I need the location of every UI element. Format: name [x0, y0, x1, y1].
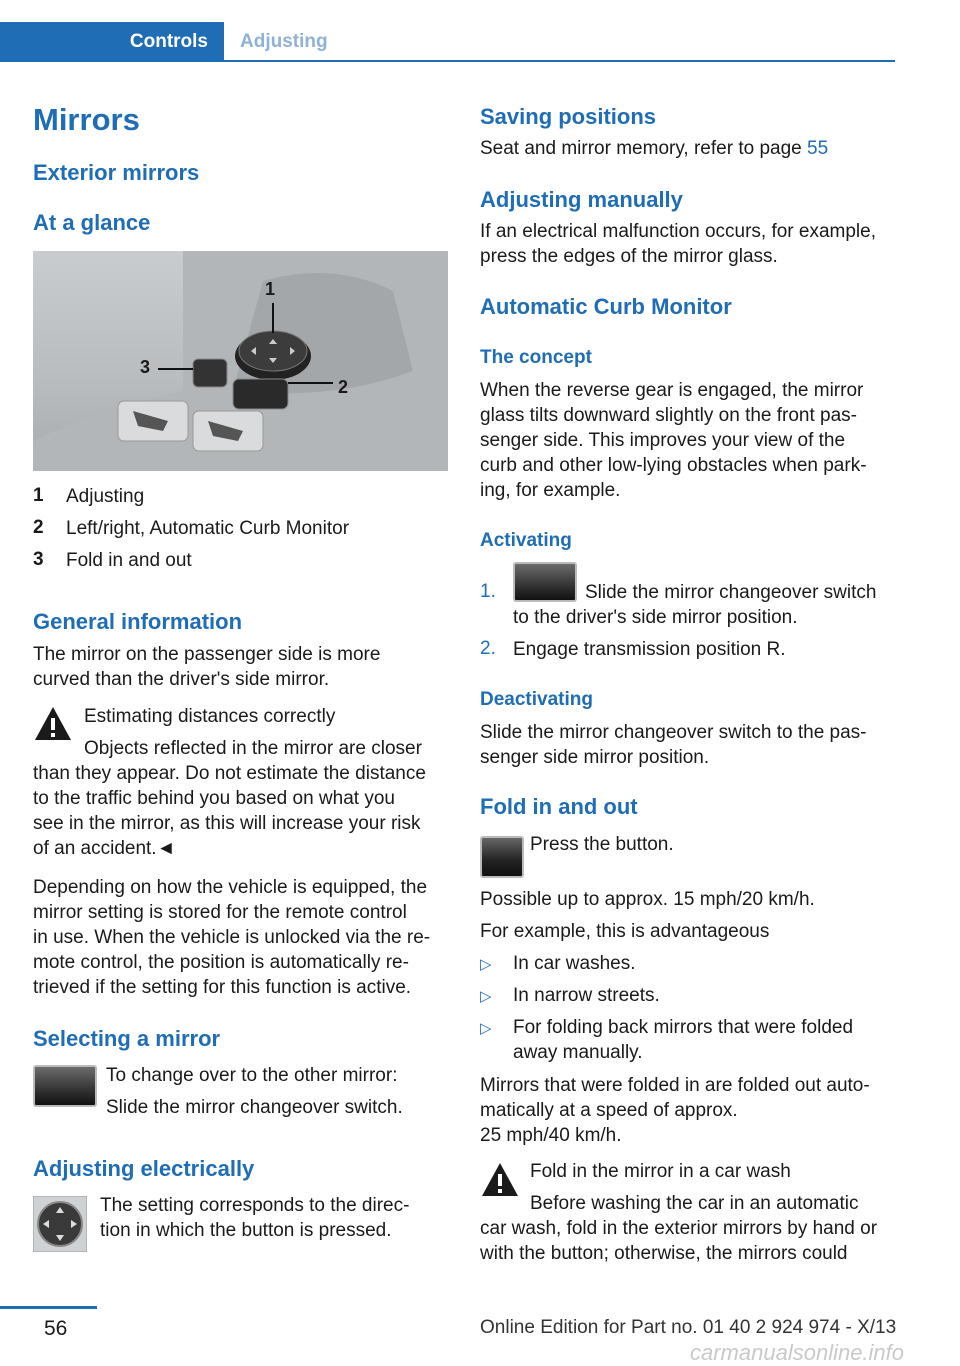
- page-title: Mirrors: [33, 102, 140, 137]
- warning-icon: [480, 1160, 520, 1200]
- advantage-text: For example, this is advantageous: [480, 921, 770, 942]
- photo-label-1: 1: [265, 279, 276, 299]
- step-1-text-line: to the driver's side mirror position.: [513, 607, 798, 628]
- tab-adjusting[interactable]: Adjusting: [240, 31, 328, 52]
- section-heading-fold-in-out: Fold in and out: [480, 794, 638, 819]
- page-link-55[interactable]: 55: [807, 138, 829, 159]
- photo-label-3: 3: [140, 357, 151, 377]
- saving-text-body: Seat and mirror memory, refer to page: [480, 138, 807, 159]
- header-bar: [0, 22, 895, 62]
- section-heading-adjusting-manually: Adjusting manually: [480, 187, 683, 212]
- section-heading-general-information: General information: [33, 609, 243, 634]
- edition-text: Online Edition for Part no. 01 40 2 924 974 - X/13: [480, 1317, 897, 1338]
- section-heading-exterior-mirrors: Exterior mirrors: [33, 160, 200, 185]
- select-text-line: Slide the mirror changeover switch.: [106, 1097, 403, 1118]
- photo-label-2: 2: [338, 377, 349, 397]
- manual-text-line: press the edges of the mirror glass.: [480, 246, 778, 267]
- concept-text-line: When the reverse gear is engaged, the mirror: [480, 380, 864, 401]
- footer-rule: [0, 1306, 97, 1309]
- subheading-activating: Activating: [480, 530, 572, 551]
- fold-button-icon: [480, 836, 524, 878]
- legend-num-2: 2: [33, 517, 44, 538]
- subheading-concept: The concept: [480, 347, 592, 368]
- saving-text: [480, 136, 828, 161]
- section-heading-curb-monitor: Automatic Curb Monitor: [480, 294, 732, 319]
- warning-text-line: of an accident.◄: [33, 838, 176, 859]
- legend-text-3: Fold in and out: [66, 550, 192, 571]
- warning-text-line: Objects reflected in the mirror are closer: [84, 738, 422, 759]
- fold-out-text-line: Mirrors that were folded in are folded out auto‐: [480, 1075, 870, 1096]
- section-heading-adjusting-electrically: Adjusting electrically: [33, 1156, 255, 1181]
- section-heading-selecting-mirror: Selecting a mirror: [33, 1026, 221, 1051]
- legend-num-1: 1: [33, 485, 44, 506]
- concept-text-line: ing, for example.: [480, 480, 621, 501]
- adjust-text-line: The setting corresponds to the direc‐: [100, 1195, 410, 1216]
- warning-text-line: Before washing the car in an automatic: [530, 1193, 859, 1214]
- bullet-marker: ▷: [480, 956, 492, 973]
- memory-text-line: Depending on how the vehicle is equipped, the: [33, 877, 428, 898]
- bullet-item: away manually.: [513, 1042, 643, 1063]
- deactivating-text-line: senger side mirror position.: [480, 747, 710, 768]
- warning-icon: [33, 704, 73, 744]
- warning-text-line: to the traffic behind you based on what you: [33, 788, 395, 809]
- mirror-changeover-switch-icon: [513, 562, 577, 602]
- adjust-text-line: tion in which the button is pressed.: [100, 1220, 392, 1241]
- memory-text-line: mote control, the position is automatically re‐: [33, 952, 409, 973]
- fold-text: Press the button.: [530, 834, 674, 855]
- concept-text-line: curb and other low-lying obstacles when park‐: [480, 455, 867, 476]
- speed-limit-text: Possible up to approx. 15 mph/20 km/h.: [480, 889, 815, 910]
- legend-num-3: 3: [33, 549, 44, 570]
- bullet-item: In narrow streets.: [513, 985, 660, 1006]
- deactivating-text-line: Slide the mirror changeover switch to the pas‐: [480, 722, 867, 743]
- watermark: carmanualsonline.info: [690, 1340, 905, 1365]
- warning-text-line: with the button; otherwise, the mirrors could: [480, 1243, 848, 1264]
- subheading-deactivating: Deactivating: [480, 689, 593, 710]
- mirror-changeover-switch-icon: [33, 1065, 97, 1107]
- bullet-item: In car washes.: [513, 953, 636, 974]
- memory-text-line: in use. When the vehicle is unlocked via the re‐: [33, 927, 431, 948]
- memory-text-line: mirror setting is stored for the remote control: [33, 902, 407, 923]
- fold-out-text-line: matically at a speed of approx.: [480, 1100, 738, 1121]
- concept-text-line: glass tilts downward slightly on the front pas‐: [480, 405, 858, 426]
- fold-out-text-line: 25 mph/40 km/h.: [480, 1125, 622, 1146]
- legend-text-2: Left/right, Automatic Curb Monitor: [66, 518, 350, 539]
- warning-title: Estimating distances correctly: [84, 706, 336, 727]
- general-text-line: curved than the driver's side mirror.: [33, 669, 330, 690]
- warning-text-line: car wash, fold in the exterior mirrors by hand or: [480, 1218, 878, 1239]
- mirror-controls-photo: [33, 251, 448, 471]
- warning-text-line: than they appear. Do not estimate the distance: [33, 763, 426, 784]
- section-heading-at-a-glance: At a glance: [33, 210, 151, 235]
- select-text-line: To change over to the other mirror:: [106, 1065, 398, 1086]
- manual-text-line: If an electrical malfunction occurs, for example,: [480, 221, 877, 242]
- step-number-1: 1.: [480, 581, 496, 602]
- bullet-item: For folding back mirrors that were folded: [513, 1017, 854, 1038]
- legend-text-1: Adjusting: [66, 486, 145, 507]
- step-1-text-line: Slide the mirror changeover switch: [585, 582, 877, 603]
- bullet-marker: ▷: [480, 1020, 492, 1037]
- memory-text-line: trieved if the setting for this function is active.: [33, 977, 412, 998]
- tab-controls[interactable]: Controls: [0, 22, 224, 62]
- warning-title: Fold in the mirror in a car wash: [530, 1161, 791, 1182]
- mirror-adjust-button-icon: [33, 1196, 87, 1252]
- general-text-line: The mirror on the passenger side is more: [33, 644, 381, 665]
- step-2-text: Engage transmission position R.: [513, 639, 786, 660]
- section-heading-saving-positions: Saving positions: [480, 104, 657, 129]
- step-number-2: 2.: [480, 638, 496, 659]
- header-rule: [224, 60, 895, 62]
- warning-text-line: see in the mirror, as this will increase your risk: [33, 813, 421, 834]
- bullet-marker: ▷: [480, 988, 492, 1005]
- concept-text-line: senger side. This improves your view of the: [480, 430, 846, 451]
- page-number: 56: [44, 1317, 68, 1340]
